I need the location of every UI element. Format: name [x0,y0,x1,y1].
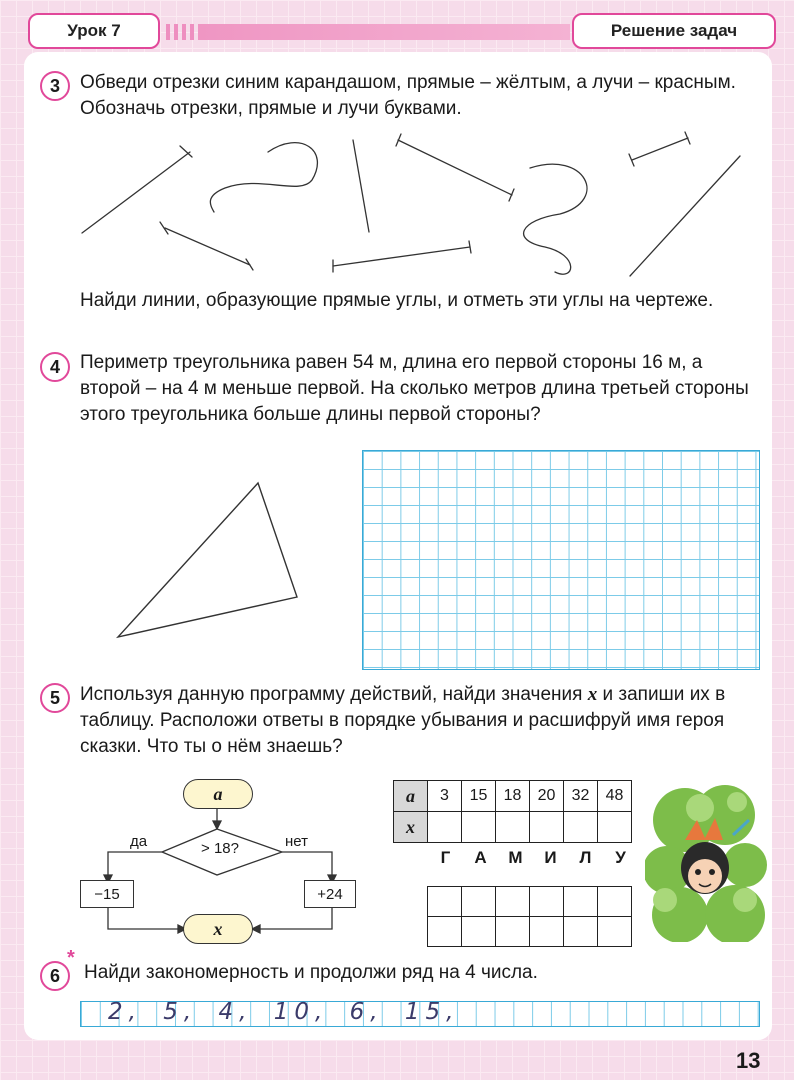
value-cell: 48 [598,781,632,812]
letter: М [508,848,523,867]
flow-no-label: нет [285,833,308,850]
segment-2 [398,140,512,195]
task-3-number: 3 [40,71,70,101]
value-cell: 20 [530,781,564,812]
letter: Л [579,848,592,867]
answer-cell[interactable] [462,812,496,843]
task-3-subtext: Найди линии, образующие прямые углы, и отметь эти углы на чертеже. [80,290,714,311]
sequence-handwritten: 2, 5, 4, 10, 6, 15, [108,999,460,1025]
letter: Г [440,848,451,867]
task-6-number: 6 [40,961,70,991]
variable-x: x [587,684,598,705]
curve-1 [210,143,317,212]
star-mark: * [67,947,75,969]
value-cell: 32 [564,781,598,812]
flow-condition: > 18? [201,840,239,857]
flow-minus-box: −15 [80,880,134,908]
answer-cell[interactable] [530,812,564,843]
task-5-text: Используя данную программу действий, найди значения x и запиши их в таблицу. Расположи ответы в порядке убывания и расшифруй имя героя сказки. Что ты о нём знаешь? [80,684,726,757]
row-x-label: x [394,812,428,843]
task-6-text: Найди закономерность и продолжи ряд на 4 числа. [84,962,538,983]
answer-cell[interactable] [598,812,632,843]
segment-end-tick [160,222,168,234]
triangle-drawing [110,475,310,645]
segment-end-tick [685,132,690,144]
letter: А [474,848,487,867]
segment-end-tick [509,189,514,201]
line-2 [353,140,369,232]
triangle [118,483,297,637]
fairy-tale-character-illustration [645,780,767,942]
line-1 [82,152,190,233]
row-x [394,812,632,843]
line-3 [630,156,740,276]
answer-cell[interactable] [496,812,530,843]
letters-row [428,848,638,868]
lesson-label: Урок 7 [28,13,160,49]
flow-end: x [183,914,253,944]
letter: И [544,848,557,867]
value-cell: 18 [496,781,530,812]
flow-yes-label: да [130,833,148,850]
segment-3 [333,247,470,266]
segment-1 [165,228,250,265]
flow-plus-box: +24 [304,880,356,908]
segment-4 [632,138,688,160]
row-a [394,781,632,812]
task-4-text: Периметр треугольника равен 54 м, длина его первой стороны 16 м, а второй – на 4 м меньше первой. На сколько метров длина третьей стороны этого треугольника больше длины первой стороны? [80,352,749,425]
value-cell: 3 [428,781,462,812]
flow-start: a [183,779,253,809]
segment-end-tick [246,259,253,270]
curve-2 [524,164,587,274]
lines-drawing [0,0,794,300]
segment-end-tick [396,134,401,146]
task-5-number: 5 [40,683,70,713]
answer-cell[interactable] [428,812,462,843]
answer-cell[interactable] [564,812,598,843]
answer-grid[interactable] [362,450,760,670]
values-table [393,780,632,843]
page-number: 13 [736,1048,761,1073]
task-3-text: Обведи отрезки синим карандашом, прямые – жёлтым, а лучи – красным. Обозначь отрезки, прямые и лучи буквами. [80,72,736,119]
letter: У [615,848,626,867]
topic-label: Решение задач [572,13,776,49]
decode-table[interactable] [427,886,632,947]
row-a-label: a [394,781,428,812]
value-cell: 15 [462,781,496,812]
task-4-number: 4 [40,352,70,382]
